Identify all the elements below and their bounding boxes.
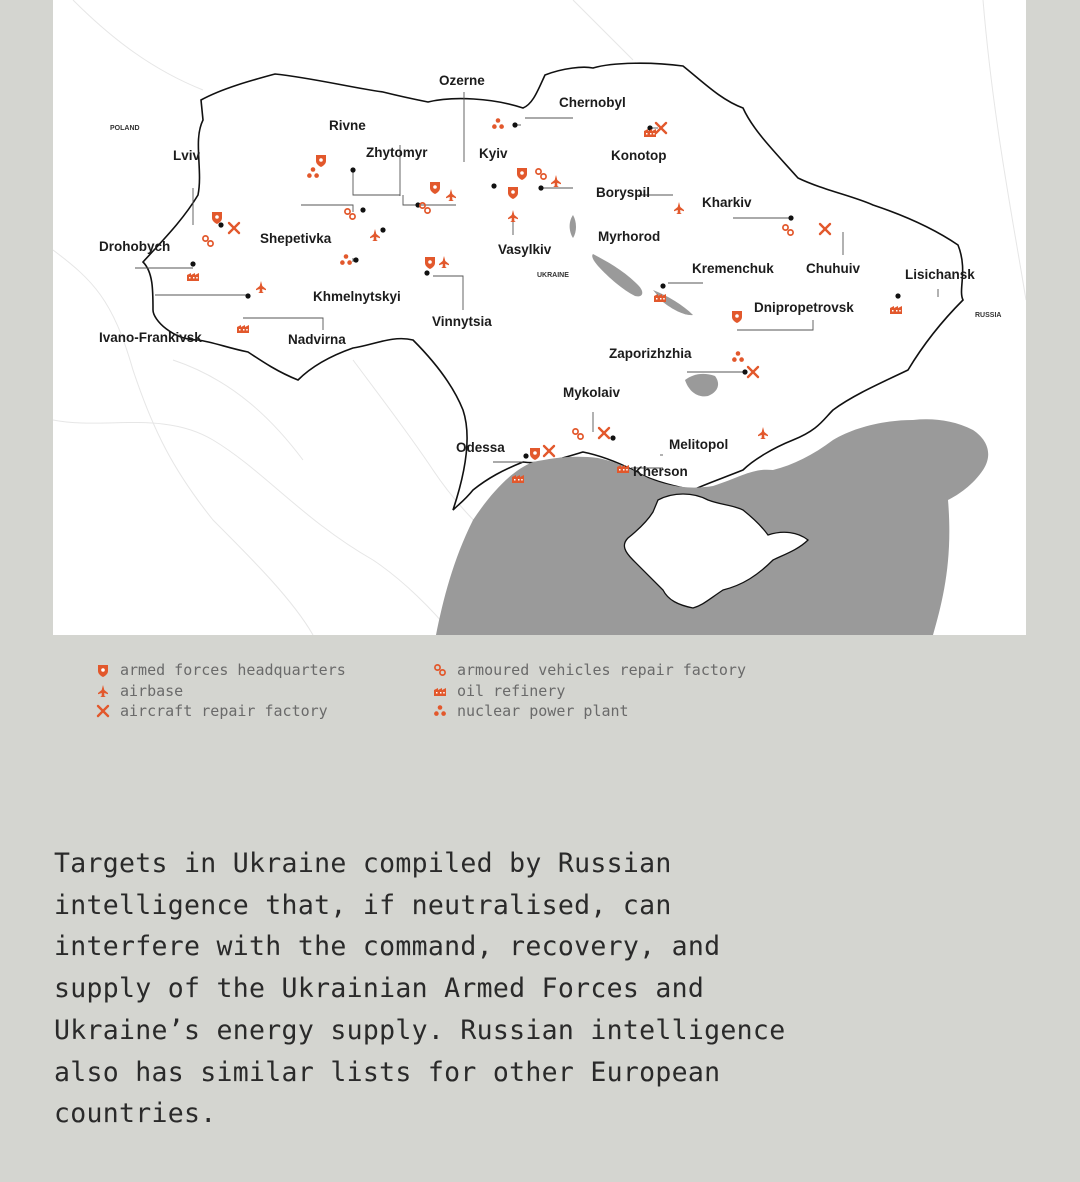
- city-label-ivano-frankivsk: Ivano-Frankivsk: [99, 330, 202, 345]
- city-label-lisichansk: Lisichansk: [905, 267, 975, 282]
- map-canvas: [53, 0, 1026, 635]
- city-label-chernobyl: Chernobyl: [559, 95, 626, 110]
- oil-refinery-icon: [654, 294, 666, 302]
- legend-column-left: [96, 660, 346, 722]
- city-label-konotop: Konotop: [611, 148, 667, 163]
- country-label-poland: POLAND: [110, 125, 140, 132]
- city-label-zaporizhzhia: Zaporizhzhia: [609, 346, 692, 361]
- factory-icon: [433, 684, 447, 698]
- city-label-mykolaiv: Mykolaiv: [563, 385, 621, 400]
- crossed-hammers-icon: [96, 704, 110, 718]
- city-label-kyiv: Kyiv: [479, 146, 508, 161]
- legend-label-oil: oil refinery: [457, 681, 566, 700]
- legend-label-armoured: armoured vehicles repair factory: [457, 661, 746, 679]
- legend-label-nuclear: nuclear power plant: [457, 702, 629, 720]
- city-label-lviv: Lviv: [173, 148, 201, 163]
- oil-refinery-icon: [512, 475, 524, 483]
- country-label-russia: RUSSIA: [975, 312, 1002, 319]
- oil-refinery-icon: [617, 465, 629, 473]
- country-label-ukraine: UKRAINE: [537, 272, 569, 279]
- city-label-khmelnytskyi: Khmelnytskyi: [313, 289, 401, 304]
- city-label-vinnytsia: Vinnytsia: [432, 314, 492, 329]
- legend-column-right: [433, 660, 746, 722]
- legend-item-aircraft: [96, 701, 346, 722]
- oil-refinery-icon: [890, 306, 902, 314]
- city-label-kherson: Kherson: [633, 464, 688, 479]
- city-label-chuhuiv: Chuhuiv: [806, 261, 860, 276]
- oil-refinery-icon: [237, 325, 249, 333]
- city-label-vasylkiv: Vasylkiv: [498, 242, 552, 257]
- city-label-boryspil: Boryspil: [596, 185, 651, 200]
- shield-icon: [96, 663, 110, 677]
- legend-label-hq: armed forces headquarters: [120, 661, 346, 679]
- city-label-odessa: Odessa: [456, 440, 505, 455]
- city-label-kharkiv: Kharkiv: [702, 195, 752, 210]
- legend-label-aircraft: aircraft repair factory: [120, 702, 328, 720]
- legend-item-oil: [433, 681, 746, 702]
- oil-refinery-icon: [187, 273, 199, 281]
- city-label-rivne: Rivne: [329, 118, 366, 133]
- city-label-ozerne: Ozerne: [439, 73, 485, 88]
- city-label-shepetivka: Shepetivka: [260, 231, 332, 246]
- city-label-kremenchuk: Kremenchuk: [692, 261, 774, 276]
- legend-item-armoured: [433, 660, 746, 681]
- legend-label-airbase: airbase: [120, 681, 184, 700]
- city-label-zhytomyr: Zhytomyr: [366, 145, 428, 160]
- city-label-myrhorod: Myrhorod: [598, 229, 661, 244]
- gear-wheel-icon: [433, 663, 447, 677]
- radiation-icon: [433, 704, 447, 718]
- oil-refinery-icon: [644, 129, 656, 137]
- ukraine-map: [53, 0, 1026, 635]
- city-label-drohobych: Drohobych: [99, 239, 171, 254]
- city-label-melitopol: Melitopol: [669, 437, 729, 452]
- city-label-nadvirna: Nadvirna: [288, 332, 346, 347]
- caption-text: Targets in Ukraine compiled by Russian intelligence that, if neutralised, can interfere with the command, recovery, and supply of the Ukrainian Armed Forces and Ukraine’s energy supply. Russian intelligence also has similar lists for other European countries.: [54, 848, 786, 1130]
- legend-item-airbase: [96, 681, 346, 702]
- legend-item-hq: [96, 660, 346, 681]
- legend-item-nuclear: [433, 701, 746, 722]
- city-label-dnipropetrovsk: Dnipropetrovsk: [754, 300, 854, 315]
- plane-icon: [96, 684, 110, 698]
